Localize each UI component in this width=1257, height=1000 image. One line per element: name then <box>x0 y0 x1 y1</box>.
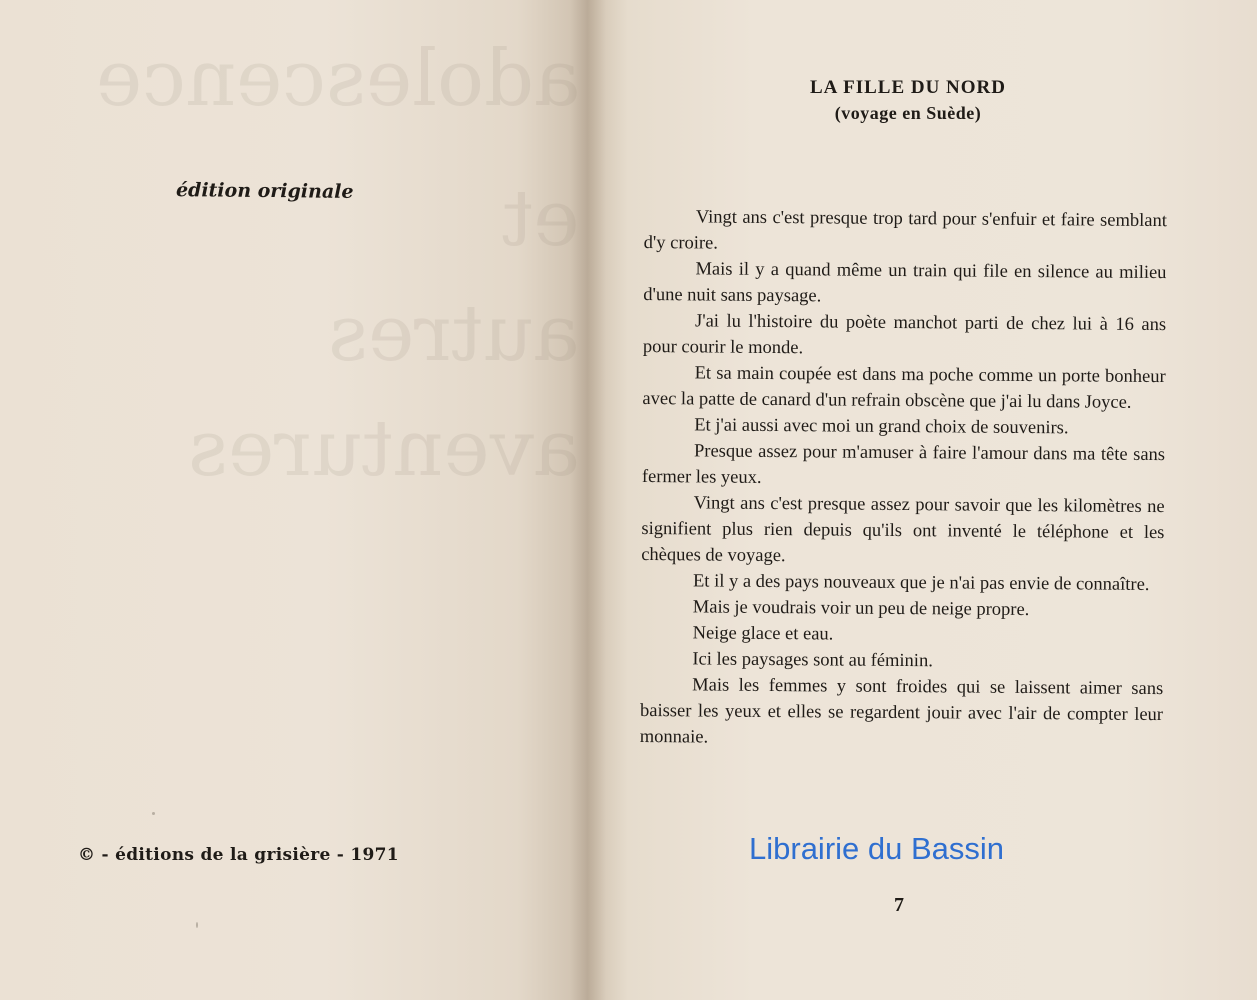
paper-speck <box>152 812 155 815</box>
copyright-line: © - éditions de la grisière - 1971 <box>78 845 399 865</box>
ghost-word: adolescence <box>95 34 580 124</box>
ghost-word: autres <box>328 289 580 379</box>
chapter-title: LA FILLE DU NORD <box>810 77 1006 98</box>
paragraph: Et j'ai aussi avec moi un grand choix de souvenirs. <box>694 415 1069 439</box>
paragraph: J'ai lu l'histoire du poète manchot parti de chez lui à 16 ans pour courir le monde. <box>642 311 1167 359</box>
paragraph: Mais je voudrais voir un peu de neige propre. <box>692 597 1030 621</box>
chapter-subtitle: (voyage en Suède) <box>834 103 982 123</box>
right-page <box>588 0 1257 1000</box>
paragraph: Ici les paysages sont au féminin. <box>692 649 933 672</box>
paragraph: Mais les femmes y sont froides qui se laissent aimer sans baisser les yeux et elles se regardent jouir avec l'air de compter leur monnaie. <box>639 675 1164 748</box>
page-number: 7 <box>894 894 904 916</box>
paragraph: Neige glace et eau. <box>692 623 834 645</box>
bookseller-watermark: Librairie du Bassin <box>749 831 1005 866</box>
poem-text <box>640 204 1167 754</box>
edition-label: édition originale <box>175 179 354 203</box>
paragraph: Et sa main coupée est dans ma poche comme un porte bonheur avec la patte de canard d'un refrain obscène que j'ai lu dans Joyce. <box>642 363 1166 413</box>
paragraph: Vingt ans c'est presque trop tard pour s'enfuir et faire semblant d'y croire. <box>643 207 1167 254</box>
paragraph: Vingt ans c'est presque assez pour savoir que les kilomètres ne signifient plus rien depuis qu'ils ont inventé le téléphone et les chèques de voyage. <box>641 493 1165 567</box>
paragraph: Et il y a des pays nouveaux que je n'ai pas envie de connaître. <box>692 571 1150 595</box>
paragraph: Mais il y a quand même un train qui file en silence au milieu d'une nuit sans paysage. <box>643 259 1167 307</box>
paper-speck <box>196 922 198 928</box>
ghost-word: et <box>502 174 580 264</box>
ghost-word: aventures <box>187 404 580 494</box>
left-page <box>0 0 588 1000</box>
paragraph: Presque assez pour m'amuser à faire l'amour dans ma tête sans fermer les yeux. <box>641 441 1166 488</box>
